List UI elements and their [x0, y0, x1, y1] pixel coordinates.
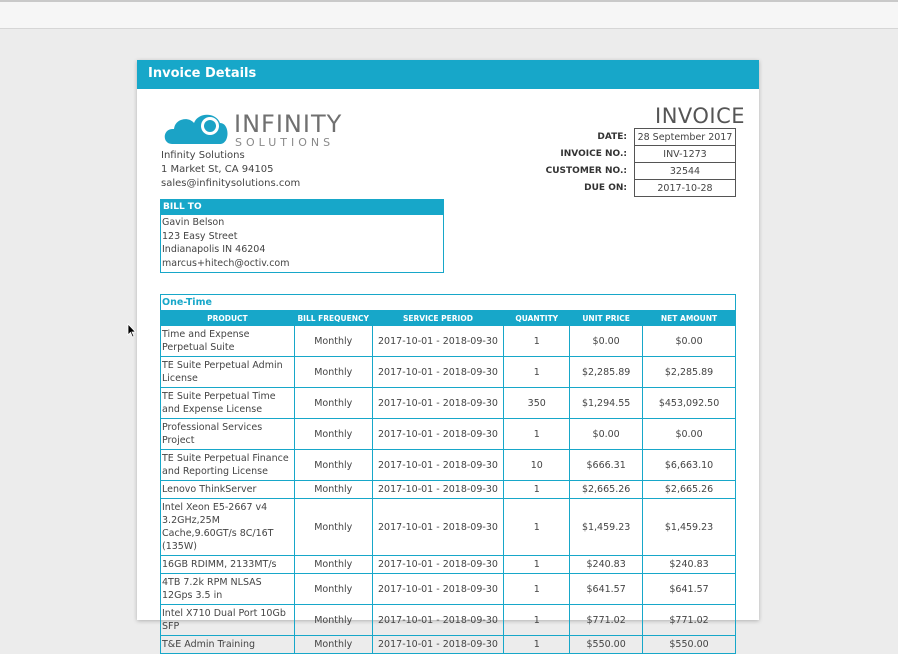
table-cell: 2017-10-01 - 2018-09-30 [372, 419, 504, 450]
table-cell: $0.00 [570, 419, 643, 450]
table-cell: $550.00 [643, 636, 736, 654]
company-name: Infinity Solutions [161, 150, 245, 161]
column-header: QUANTITY [504, 311, 570, 326]
column-header: PRODUCT [161, 311, 295, 326]
meta-label: DATE: [597, 132, 627, 142]
bill-to-line: marcus+hitech@octiv.com [162, 257, 290, 269]
table-cell: Monthly [294, 481, 372, 499]
mouse-cursor-icon [127, 323, 137, 338]
table-cell: Monthly [294, 605, 372, 636]
table-cell: $2,665.26 [643, 481, 736, 499]
table-row [161, 357, 736, 388]
column-header: NET AMOUNT [643, 311, 736, 326]
column-header: BILL FREQUENCY [294, 311, 372, 326]
table-cell: 1 [504, 574, 570, 605]
table-row [161, 605, 736, 636]
line-items-table [160, 310, 736, 654]
table-cell: $240.83 [643, 556, 736, 574]
table-cell: $666.31 [570, 450, 643, 481]
table-cell: $2,285.89 [570, 357, 643, 388]
meta-value: INV-1273 [634, 145, 736, 163]
table-cell: 2017-10-01 - 2018-09-30 [372, 481, 504, 499]
table-cell: $641.57 [643, 574, 736, 605]
table-cell: $1,459.23 [570, 499, 643, 556]
table-row [161, 574, 736, 605]
table-cell: 16GB RDIMM, 2133MT/s [161, 556, 295, 574]
company-logo [164, 110, 344, 150]
bill-to-line: Indianapolis IN 46204 [162, 244, 266, 256]
table-cell: Monthly [294, 574, 372, 605]
company-email: sales@infinitysolutions.com [161, 178, 301, 189]
table-cell: TE Suite Perpetual Time and Expense License [161, 388, 295, 419]
table-row [161, 481, 736, 499]
logo-subtitle: SOLUTIONS [235, 136, 335, 149]
table-cell: Monthly [294, 357, 372, 388]
table-cell: $453,092.50 [643, 388, 736, 419]
table-row [161, 419, 736, 450]
line-items-section [160, 294, 736, 654]
table-cell: $240.83 [570, 556, 643, 574]
table-cell: $0.00 [643, 326, 736, 357]
bill-to-line: 123 Easy Street [162, 230, 238, 242]
table-cell: Monthly [294, 388, 372, 419]
meta-label: CUSTOMER NO.: [545, 166, 627, 176]
table-cell: $2,285.89 [643, 357, 736, 388]
table-cell: Monthly [294, 326, 372, 357]
meta-value: 32544 [634, 162, 736, 180]
table-cell: 2017-10-01 - 2018-09-30 [372, 574, 504, 605]
panel-title: Invoice Details [137, 60, 759, 89]
table-cell: 2017-10-01 - 2018-09-30 [372, 388, 504, 419]
table-cell: 350 [504, 388, 570, 419]
table-cell: 1 [504, 556, 570, 574]
table-row [161, 326, 736, 357]
table-cell: $0.00 [570, 326, 643, 357]
table-cell: 2017-10-01 - 2018-09-30 [372, 605, 504, 636]
table-cell: Monthly [294, 450, 372, 481]
table-cell: $6,663.10 [643, 450, 736, 481]
table-cell: 4TB 7.2k RPM NLSAS 12Gps 3.5 in [161, 574, 295, 605]
table-cell: Monthly [294, 419, 372, 450]
table-cell: 1 [504, 605, 570, 636]
table-cell: 2017-10-01 - 2018-09-30 [372, 326, 504, 357]
table-cell: 2017-10-01 - 2018-09-30 [372, 450, 504, 481]
meta-label: INVOICE NO.: [560, 149, 627, 159]
bill-to-line: Gavin Belson [162, 217, 225, 228]
table-cell: $771.02 [570, 605, 643, 636]
table-row [161, 388, 736, 419]
meta-label: DUE ON: [584, 183, 627, 193]
logo-wordmark: INFINITY [234, 110, 343, 138]
table-cell: T&E Admin Training [161, 636, 295, 654]
invoice-panel [137, 60, 759, 650]
table-cell: $2,665.26 [570, 481, 643, 499]
table-cell: 2017-10-01 - 2018-09-30 [372, 499, 504, 556]
column-header: SERVICE PERIOD [372, 311, 504, 326]
cloud-icon [164, 110, 230, 150]
table-row [161, 636, 736, 654]
column-header: UNIT PRICE [570, 311, 643, 326]
table-row [161, 556, 736, 574]
company-address [161, 149, 300, 191]
table-cell: Monthly [294, 636, 372, 654]
table-cell: 1 [504, 481, 570, 499]
table-cell: Monthly [294, 556, 372, 574]
table-cell: 1 [504, 357, 570, 388]
table-cell: Monthly [294, 499, 372, 556]
table-cell: Intel X710 Dual Port 10Gb SFP [161, 605, 295, 636]
table-cell: TE Suite Perpetual Finance and Reporting License [161, 450, 295, 481]
table-cell: Professional Services Project [161, 419, 295, 450]
table-cell: 1 [504, 326, 570, 357]
meta-value: 28 September 2017 [634, 128, 736, 146]
table-cell: 10 [504, 450, 570, 481]
table-cell: $641.57 [570, 574, 643, 605]
table-cell: $1,294.55 [570, 388, 643, 419]
table-header-row [161, 311, 736, 326]
bill-to-header: BILL TO [161, 200, 443, 215]
table-cell: $771.02 [643, 605, 736, 636]
table-cell: 2017-10-01 - 2018-09-30 [372, 357, 504, 388]
table-row [161, 499, 736, 556]
invoice-heading: INVOICE [655, 104, 746, 128]
table-cell: Lenovo ThinkServer [161, 481, 295, 499]
company-street: 1 Market St, CA 94105 [161, 164, 274, 175]
table-cell: 2017-10-01 - 2018-09-30 [372, 556, 504, 574]
table-cell: $1,459.23 [643, 499, 736, 556]
meta-value: 2017-10-28 [634, 179, 736, 197]
table-row [161, 450, 736, 481]
browser-toolbar [0, 0, 898, 29]
table-cell: $0.00 [643, 419, 736, 450]
table-cell: Time and Expense Perpetual Suite [161, 326, 295, 357]
table-cell: TE Suite Perpetual Admin License [161, 357, 295, 388]
table-cell: Intel Xeon E5-2667 v4 3.2GHz,25M Cache,9.60GT/s 8C/16T (135W) [161, 499, 295, 556]
bill-to-body [161, 215, 443, 271]
table-cell: 1 [504, 636, 570, 654]
table-cell: 1 [504, 499, 570, 556]
table-cell: 1 [504, 419, 570, 450]
table-cell: $550.00 [570, 636, 643, 654]
section-title: One-Time [162, 297, 212, 308]
table-cell: 2017-10-01 - 2018-09-30 [372, 636, 504, 654]
toolbar-border [0, 0, 898, 2]
bill-to-box [160, 199, 444, 273]
